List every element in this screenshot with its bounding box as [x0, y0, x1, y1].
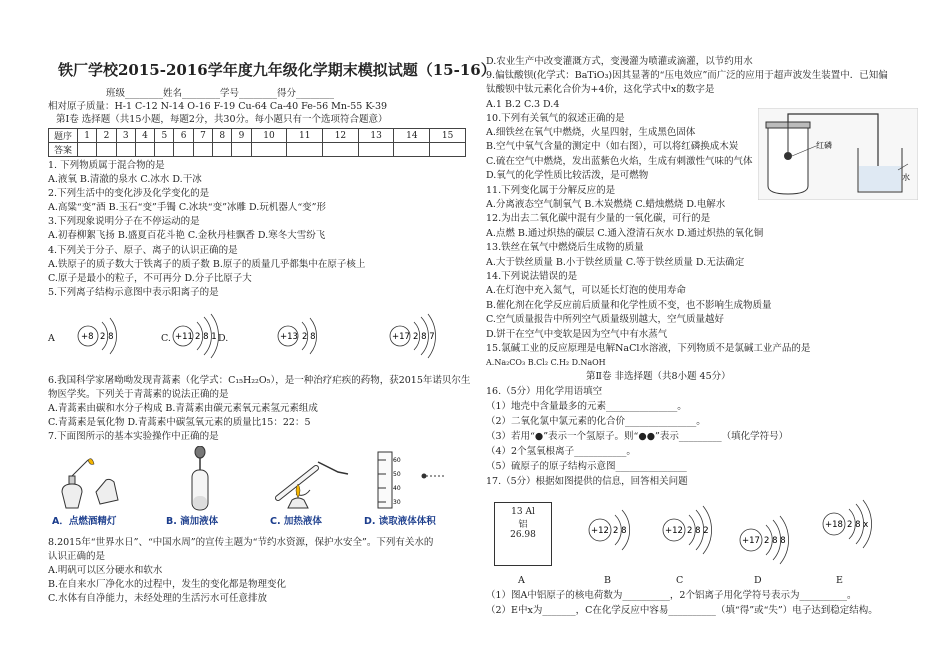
q7-caption-b: B. 滴加液体: [166, 516, 219, 527]
answer-number: 4: [135, 129, 154, 143]
answer-number: 11: [287, 129, 323, 143]
atom-core-e: +18: [825, 520, 843, 530]
question-line: 6.我国科学家屠呦呦发现青蒿素（化学式：C₁₅H₂₂O₅），是一种治疗疟疾的药物，获2015年诺贝尔生: [48, 375, 471, 386]
answer-cell[interactable]: [358, 143, 394, 157]
atom-shells-e: 2 8 x: [847, 520, 869, 530]
ion-diagram-d: [278, 318, 317, 354]
student-info-line: 班级________姓名________学号________得分________: [106, 88, 335, 99]
atom-diagram-c: [663, 506, 712, 554]
ion-diagram-a: [78, 318, 117, 354]
ion-shells-c: 2 8 1: [195, 332, 217, 342]
answer-cell[interactable]: [394, 143, 430, 157]
q5-label-d: D.: [218, 333, 229, 344]
question-line: 4.下列关于分子、原子、离子的认识正确的是: [48, 245, 238, 256]
q17-caption-e: E: [836, 575, 843, 586]
question-line: A.液氧 B.清澈的泉水 C.冰水 D.干冰: [48, 174, 202, 185]
q17-caption-d: D: [754, 575, 762, 586]
ion-shells-e: 2 8 7: [413, 332, 435, 342]
oxygen-apparatus-figure: [758, 108, 918, 200]
answer-cell[interactable]: [287, 143, 323, 157]
question-line: B.催化剂在化学反应前后质量和化学性质不变，也不影响生成物质量: [486, 300, 772, 311]
q17-caption-a: A: [518, 575, 525, 586]
question-line: A.初春柳絮飞扬 B.盛夏百花斗艳 C.金秋丹桂飘香 D.寒冬大雪纷飞: [48, 230, 326, 241]
q5-ion-diagrams: [48, 308, 468, 364]
answer-number: 2: [97, 129, 116, 143]
row-label: 答案: [49, 143, 78, 157]
answer-number: 9: [232, 129, 251, 143]
atom-shells-b: 2 8: [613, 526, 627, 536]
question-line: B.在自来水厂净化水的过程中，发生的变化都是物理变化: [48, 579, 287, 590]
question-line: A.高粱“变”酒 B.玉石“变”手镯 C.冰块“变”冰雕 D.玩机器人“变”形: [48, 202, 327, 213]
element-number: 13: [511, 507, 523, 517]
ion-diagram-c: [173, 314, 219, 358]
question-line: A.1 B.2 C.3 D.4: [486, 99, 560, 110]
question-line: 1. 下列物质属于混合物的是: [48, 160, 165, 171]
question-line: 11.下列变化属于分解反应的是: [486, 185, 616, 196]
answer-cell[interactable]: [116, 143, 135, 157]
question-line: D.饼干在空气中变软是因为空气中有水蒸气: [486, 329, 668, 340]
answer-table-answer-row: [49, 143, 466, 157]
q7-lab-illustrations: [48, 446, 468, 514]
question-line: 认识正确的是: [48, 551, 106, 562]
question-line: C.硫在空气中燃烧，发出蓝紫色火焰，生成有刺激性气味的气体: [486, 156, 753, 167]
ion-core-d: +13: [280, 332, 298, 342]
question-line: 13.铁丝在氧气中燃烧后生成物的质量: [486, 242, 644, 253]
ion-diagram-e: [390, 314, 436, 358]
q16-line: （1）地壳中含量最多的元素_______________。: [486, 401, 687, 412]
question-line: 15.氯碱工业的反应原理是电解NaCl水溶液，下列物质不是氯碱工业产品的是: [486, 343, 811, 354]
atom-core-c: +12: [665, 526, 683, 536]
answer-cell[interactable]: [232, 143, 251, 157]
q5-label-c: C.: [161, 333, 171, 344]
answer-number: 12: [323, 129, 359, 143]
answer-cell[interactable]: [430, 143, 466, 157]
answer-number: 7: [193, 129, 212, 143]
ion-shells-d: 2 8: [302, 332, 316, 342]
answer-number: 14: [394, 129, 430, 143]
question-line: C.原子是最小的粒子，不可再分 D.分子比原子大: [48, 273, 252, 284]
atom-shells-c: 2 8 2: [687, 526, 709, 536]
section2-heading: 第Ⅱ卷 非选择题（共8小题 45分）: [586, 371, 731, 382]
water-label: 水: [902, 173, 910, 182]
q17-sub-2: （2）E中x为_______，C在化学反应中容易__________（填“得”或“失”）电子达到稳定结构。: [486, 605, 878, 616]
atom-core-d: +17: [742, 536, 760, 546]
dropper-icon: [192, 446, 208, 510]
question-line: A.Na₂CO₃ B.Cl₂ C.H₂ D.NaOH: [486, 358, 606, 367]
question-line: A.大于铁丝质量 B.小于铁丝质量 C.等于铁丝质量 D.无法确定: [486, 257, 745, 268]
question-line: D.农业生产中改变灌溉方式，变漫灌为喷灌或滴灌，以节约用水: [486, 56, 753, 67]
q16-line: 16.（5分）用化学用语填空: [486, 386, 603, 397]
question-line: 3.下列现象说明分子在不停运动的是: [48, 216, 200, 227]
q16-line: （2）二氧化氯中氯元素的化合价_______________。: [486, 416, 706, 427]
atomic-masses: 相对原子质量：H-1 C-12 N-14 O-16 F-19 Cu-64 Ca-40 Fe-56 Mn-55 K-39: [48, 101, 388, 112]
q16-line: （3）若用“●”表示一个氢原子。则“●●”表示_________（填化学符号）: [486, 431, 789, 442]
alcohol-lamp-icon: [62, 459, 118, 508]
heating-tube-icon: [278, 462, 348, 508]
question-line: 7.下面图所示的基本实验操作中正确的是: [48, 431, 219, 442]
question-line: C.水体有自净能力，未经处理的生活污水可任意排放: [48, 593, 267, 604]
cylinder-mark-30: 30: [393, 499, 401, 506]
question-line: A.青蒿素由碳和水分子构成 B.青蒿素由碳元素氧元素氢元素组成: [48, 403, 318, 414]
question-line: 10.下列有关氧气的叙述正确的是: [486, 113, 625, 124]
atom-diagram-d: [740, 516, 789, 564]
answer-number: 13: [358, 129, 394, 143]
question-line: 5.下列离子结构示意图中表示阳离子的是: [48, 287, 219, 298]
q17-atom-diagrams: [566, 494, 926, 574]
answer-cell[interactable]: [251, 143, 287, 157]
question-line: C.空气质量报告中所列空气质量级别越大，空气质量越好: [486, 314, 724, 325]
q17-sub-1: （1）图A中铝原子的核电荷数为__________，2个铝离子用化学符号表示为__________。: [486, 590, 857, 601]
question-line: C.青蒿素是氧化物 D.青蒿素中碳氢氧元素的质量比15：22：5: [48, 417, 311, 428]
atom-diagram-e: [823, 500, 872, 548]
q7-caption-d: D. 读取液体体积: [364, 516, 436, 527]
atom-shells-d: 2 8 8: [764, 536, 786, 546]
ion-core-c: +11: [175, 332, 193, 342]
answer-cell[interactable]: [78, 143, 97, 157]
answer-table: [48, 128, 466, 157]
q5-label-a: A: [48, 333, 55, 344]
ion-core-e: +17: [392, 332, 410, 342]
answer-number: 5: [155, 129, 174, 143]
question-line: 2.下列生活中的变化涉及化学变化的是: [48, 188, 210, 199]
exam-title: 铁厂学校2015-2016学年度九年级化学期末模拟试题（15-16）: [58, 61, 496, 79]
atom-diagram-b: [589, 510, 630, 550]
q17-caption-b: B: [604, 575, 611, 586]
answer-cell[interactable]: [213, 143, 232, 157]
ion-shells-a: 2 8: [100, 332, 114, 342]
element-number-symbol: [495, 507, 551, 517]
answer-number: 1: [78, 129, 97, 143]
q7-caption-a: A．点燃酒精灯: [52, 516, 117, 527]
answer-number: 6: [174, 129, 193, 143]
ion-core-a: +8: [81, 332, 94, 342]
cylinder-mark-60: 60: [393, 457, 401, 464]
answer-number: 8: [213, 129, 232, 143]
question-line: A.细铁丝在氧气中燃烧，火星四射，生成黑色固体: [486, 127, 696, 138]
answer-table-header-row: [49, 129, 466, 143]
question-line: 物医学奖。下列关于青蒿素的说法正确的是: [48, 389, 229, 400]
question-line: A.分离液态空气制氧气 B.木炭燃烧 C.蜡烛燃烧 D.电解水: [486, 199, 726, 210]
q7-caption-c: C. 加热液体: [270, 516, 322, 527]
element-card-al: [494, 502, 552, 566]
cylinder-mark-40: 40: [393, 485, 401, 492]
element-name: 铝: [518, 520, 528, 530]
element-symbol: Al: [525, 507, 535, 517]
answer-cell[interactable]: [193, 143, 212, 157]
section1-heading: 第Ⅰ卷 选择题（共15小题，每题2分，共30分。每小题只有一个选项符合题意）: [56, 114, 388, 125]
atom-core-b: +12: [591, 526, 609, 536]
question-line: 钛酸钡中钛元素化合价为+4价，这化学式中x的数字是: [486, 84, 715, 95]
question-line: A.铁原子的质子数大于铁离子的质子数 B.原子的质量几乎都集中在原子核上: [48, 259, 366, 270]
question-line: D.氧气的化学性质比较活泼，是可燃物: [486, 170, 649, 181]
q17-heading: 17.（5分）根据如图提供的信息，回答相关问题: [486, 476, 688, 487]
answer-cell[interactable]: [135, 143, 154, 157]
question-line: A.在灯泡中充入氮气，可以延长灯泡的使用寿命: [486, 285, 686, 296]
answer-cell[interactable]: [155, 143, 174, 157]
answer-cell[interactable]: [174, 143, 193, 157]
question-line: A.明矾可以区分硬水和软水: [48, 565, 163, 576]
element-mass: 26.98: [510, 530, 536, 540]
q16-line: （5）硫原子的原子结构示意图_______________: [486, 461, 687, 472]
cylinder-mark-50: 50: [393, 471, 401, 478]
question-line: 12.为出去二氧化碳中混有少量的一氧化碳，可行的是: [486, 213, 711, 224]
answer-number: 15: [430, 129, 466, 143]
answer-number: 3: [116, 129, 135, 143]
question-line: 14.下列说法错误的是: [486, 271, 578, 282]
answer-cell[interactable]: [97, 143, 116, 157]
question-line: A.点燃 B.通过炽热的碳层 C.通入澄清石灰水 D.通过炽热的氧化铜: [486, 228, 764, 239]
red-phosphorus-label: 红磷: [816, 141, 832, 150]
q16-line: （4）2个氢氧根离子___________。: [486, 446, 636, 457]
q17-caption-c: C: [676, 575, 684, 586]
row-label: 题序: [49, 129, 78, 143]
question-line: B.空气中氧气含量的测定中（如右图），可以将红磷换成木炭: [486, 141, 739, 152]
question-line: 9.偏钛酸钡(化学式：BaTiO₃)因其显著的“压电效应”而广泛的应用于超声波发生装置中．已知偏: [486, 70, 888, 81]
graduated-cylinder-icon: [378, 452, 446, 508]
question-line: 8.2015年“世界水日”、“中国水周”的宣传主题为“节约水资源，保护水安全”。下列有关水的: [48, 537, 434, 548]
answer-number: 10: [251, 129, 287, 143]
answer-cell[interactable]: [323, 143, 359, 157]
